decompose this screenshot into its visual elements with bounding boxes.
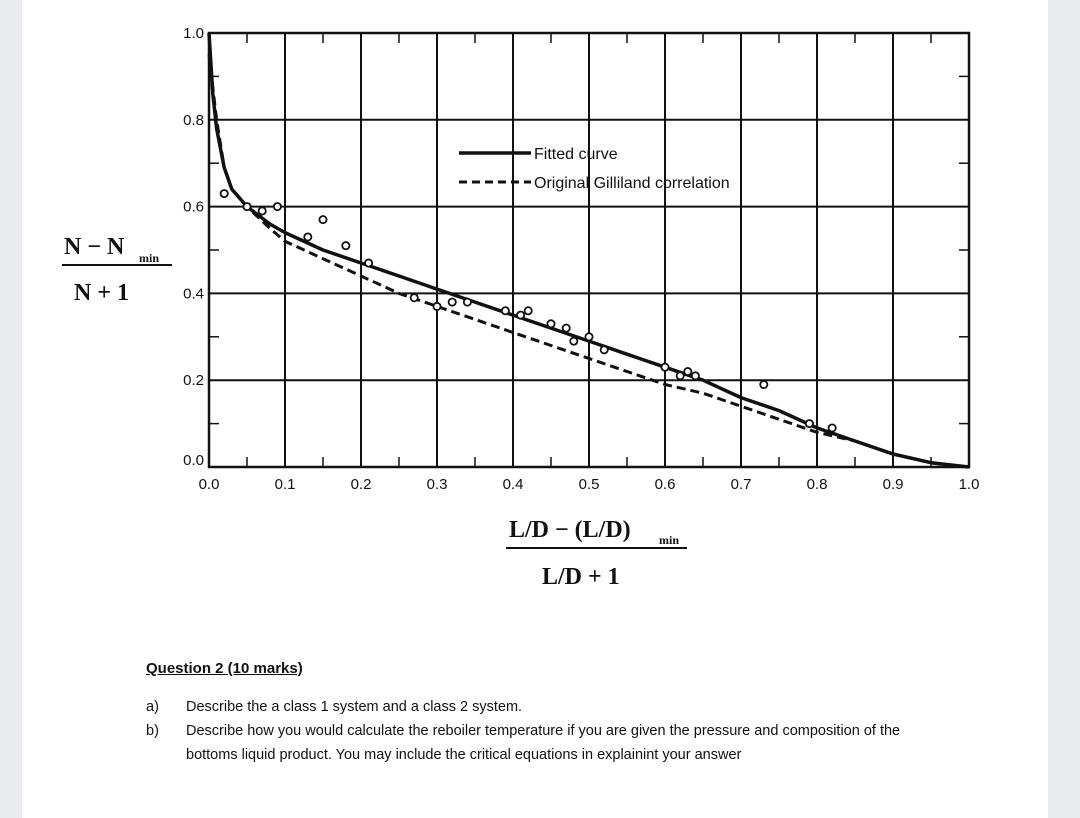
y-tick-label: 1.0	[183, 25, 204, 42]
data-point	[547, 320, 554, 327]
data-point	[692, 372, 699, 379]
y-label-subscript: min	[139, 251, 160, 265]
question-item-a	[146, 695, 906, 719]
x-axis-ticks	[199, 476, 980, 493]
data-point	[259, 207, 266, 214]
x-tick-label: 0.5	[578, 476, 600, 493]
data-point	[585, 333, 592, 340]
data-point	[274, 203, 281, 210]
legend-label-fitted: Fitted curve	[534, 146, 618, 163]
data-point	[661, 364, 668, 371]
data-point	[806, 420, 813, 427]
y-tick-label: 0.4	[183, 285, 204, 303]
question-title: Question 2 (10 marks)	[146, 660, 303, 677]
document-page	[22, 0, 1048, 818]
x-tick-label: 0.2	[350, 476, 372, 493]
y-label-denominator: N + 1	[74, 280, 130, 306]
question-item-text: Describe the a class 1 system and a class 2 system.	[186, 699, 523, 715]
legend	[459, 146, 730, 192]
data-point	[319, 216, 326, 223]
x-label-subscript: min	[659, 533, 680, 547]
data-point	[525, 307, 532, 314]
data-point	[517, 312, 524, 319]
data-point	[464, 298, 471, 305]
data-point	[304, 233, 311, 240]
y-label-numerator: N − N	[64, 234, 125, 260]
y-tick-label: 0.0	[183, 452, 204, 469]
x-tick-label: 1.0	[958, 476, 980, 493]
x-label-numerator: L/D − (L/D)	[509, 517, 631, 543]
x-label-denominator: L/D + 1	[542, 564, 620, 590]
data-point	[365, 259, 372, 266]
data-point	[411, 294, 418, 301]
data-point	[449, 298, 456, 305]
data-point	[221, 190, 228, 197]
data-point	[243, 203, 250, 210]
question-item-letter: a)	[146, 699, 159, 715]
x-tick-label: 0.8	[806, 476, 828, 493]
question-item-text: Describe how you would calculate the reboiler temperature if you are given the pressure and composition of the bottoms liquid product. You may include the critical equations in explainint your answer	[186, 723, 901, 763]
x-tick-label: 0.1	[274, 476, 296, 493]
question-item-b	[146, 719, 906, 767]
data-point	[684, 368, 691, 375]
x-tick-label: 0.6	[654, 476, 676, 493]
x-tick-label: 0.0	[198, 476, 220, 493]
question-block	[146, 660, 906, 767]
y-tick-label: 0.8	[183, 111, 204, 129]
data-point	[760, 381, 767, 388]
x-tick-label: 0.3	[426, 476, 448, 493]
legend-label-gilliland: Original Gilliland correlation	[534, 175, 730, 192]
data-point	[601, 346, 608, 353]
data-point	[342, 242, 349, 249]
y-tick-label: 0.2	[183, 372, 204, 390]
y-axis-label	[62, 234, 172, 306]
data-point	[502, 307, 509, 314]
gilliland-chart	[22, 0, 1048, 640]
data-points	[221, 190, 836, 432]
data-point	[570, 338, 577, 345]
y-tick-label: 0.6	[183, 198, 204, 216]
x-tick-label: 0.4	[502, 476, 524, 493]
data-point	[563, 325, 570, 332]
x-tick-label: 0.9	[882, 476, 904, 493]
x-axis-label	[506, 517, 687, 590]
question-item-letter: b)	[146, 723, 159, 739]
data-point	[433, 303, 440, 310]
x-tick-label: 0.7	[730, 476, 752, 493]
y-axis-ticks	[183, 25, 204, 469]
data-point	[677, 372, 684, 379]
data-point	[829, 424, 836, 431]
